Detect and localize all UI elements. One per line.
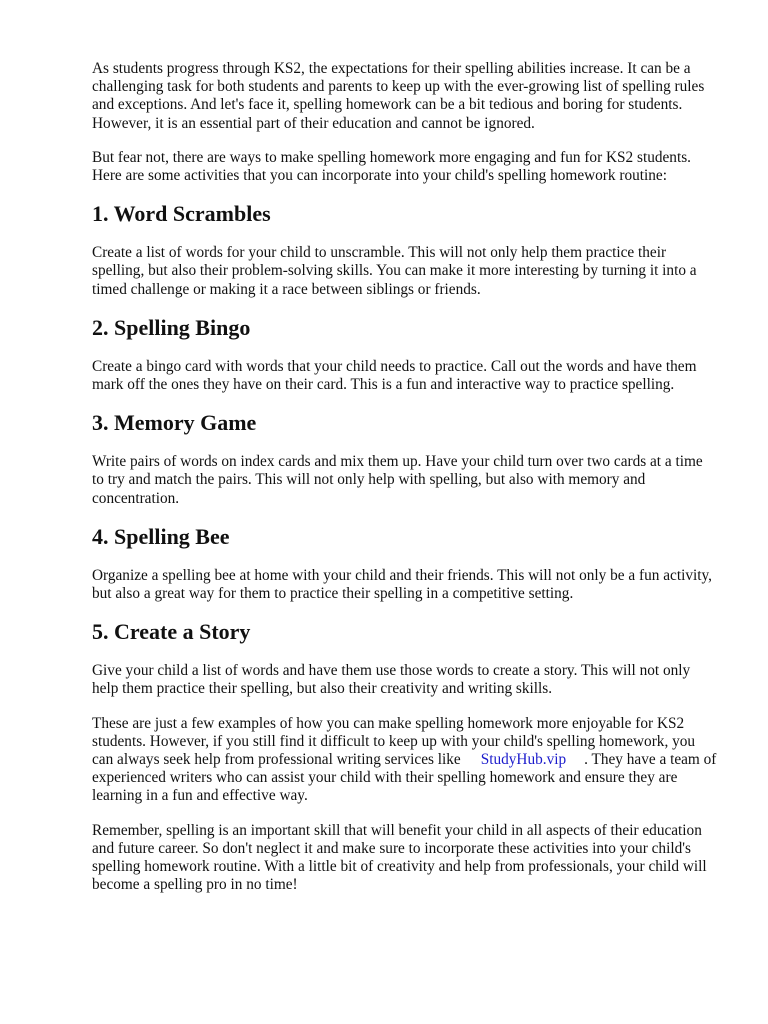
section-heading-spelling-bee: 4. Spelling Bee <box>92 523 230 549</box>
studyhub-link[interactable]: StudyHub.vip <box>480 751 567 769</box>
section-body-spelling-bingo: Create a bingo card with words that your child needs to practice. Call out the words and have them mark off the ones they have on their card. This is a fun and interactive way to practice spelling. <box>92 357 697 394</box>
section-body-memory-game: Write pairs of words on index cards and mix them up. Have your child turn over two cards at a time to try and match the pairs. This will not only help with spelling, but also with memory and concentration. <box>92 453 703 507</box>
section-heading-memory-game: 3. Memory Game <box>92 410 257 436</box>
closing-text-before-link: These are just a few examples of how you can make spelling homework more enjoyable for KS2 students. However, if you still find it difficult to keep up with your child's spelling homework, you can always seek help from professional writing services like <box>92 714 696 769</box>
closing-paragraph-2: Remember, spelling is an important skill that will benefit your child in all aspects of their education and future career. So don't neglect it and make sure to incorporate these activities into your child's spelling homework routine. With a little bit of creativity and help from professionals, your child will become a spelling pro in no time! <box>92 821 707 894</box>
closing-paragraph-1 <box>92 715 717 806</box>
document-page <box>92 60 717 910</box>
section-body-word-scrambles: Create a list of words for your child to unscramble. This will not only help them practice their spelling, but also their problem-solving skills. You can make it more interesting by turning it into a timed challenge or making it a race between siblings or friends. <box>92 244 697 298</box>
section-body-create-a-story: Give your child a list of words and have them use those words to create a story. This will not only help them practice their spelling, but also their creativity and writing skills. <box>92 662 691 698</box>
section-heading-create-a-story: 5. Create a Story <box>92 619 251 645</box>
intro-paragraph-2: But fear not, there are ways to make spelling homework more engaging and fun for KS2 students. Here are some activities that you can incorporate into your child's spelling homework routine: <box>92 148 691 185</box>
section-heading-spelling-bingo: 2. Spelling Bingo <box>92 314 251 340</box>
intro-paragraph-1: As students progress through KS2, the expectations for their spelling abilities increase. It can be a challenging task for both students and parents to keep up with the ever-growing list of spelling rules and exceptions. And let's face it, spelling homework can be a bit tedious and boring for students. However, it is an essential part of their education and cannot be ignored. <box>92 60 705 132</box>
closing-text-after-link: . They have a team of experienced writers who can assist your child with their spelling homework and ensure they are learning in a fun and effective way. <box>92 751 717 805</box>
section-heading-word-scrambles: 1. Word Scrambles <box>92 201 271 227</box>
section-body-spelling-bee: Organize a spelling bee at home with your child and their friends. This will not only be a fun activity, but also a great way for them to practice their spelling in a competitive setting. <box>92 566 712 603</box>
